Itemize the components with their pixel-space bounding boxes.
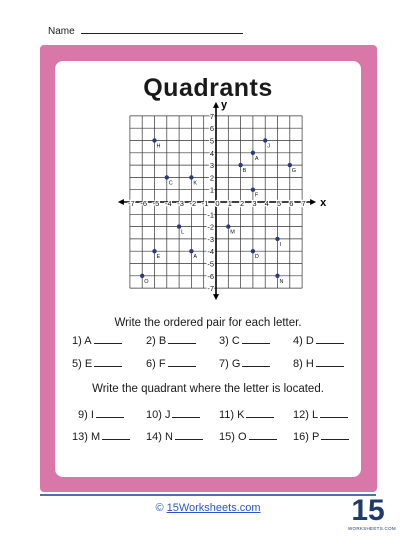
x-tick-label: -3: [177, 199, 184, 208]
instruction-ordered-pair: Write the ordered pair for each letter.: [114, 317, 302, 329]
y-tick-label: -6: [207, 271, 214, 281]
point-label: G: [291, 168, 297, 175]
x-tick-label: 4: [264, 199, 269, 208]
question-label: 3) C: [219, 335, 240, 347]
question-15[interactable]: [219, 431, 277, 443]
x-axis-arrow-left: [118, 199, 124, 205]
point-label: D: [254, 254, 259, 261]
answer-blank[interactable]: [94, 335, 122, 344]
question-label: 15) O: [219, 431, 247, 443]
question-label: 10) J: [146, 409, 171, 421]
answer-blank[interactable]: [321, 431, 349, 440]
coordinate-grid: [115, 100, 335, 300]
point-label: I: [279, 241, 282, 248]
question-6[interactable]: [146, 358, 196, 370]
point-label: A: [193, 254, 198, 261]
question-1[interactable]: [72, 335, 122, 347]
question-label: 7) G: [219, 358, 241, 370]
x-tick-label: -7: [128, 199, 135, 208]
y-tick-label: -7: [207, 284, 214, 294]
question-11[interactable]: [219, 409, 274, 421]
answer-blank[interactable]: [96, 409, 124, 418]
plot-point: [251, 151, 255, 155]
name-field[interactable]: [48, 24, 243, 37]
question-16[interactable]: [293, 431, 349, 443]
x-tick-label: -6: [140, 199, 148, 208]
question-label: 2) B: [146, 335, 167, 347]
answer-blank[interactable]: [175, 431, 203, 440]
question-2[interactable]: [146, 335, 196, 347]
point-label: J: [267, 143, 270, 150]
question-label: 9) I: [78, 409, 94, 421]
plot-point: [275, 274, 279, 278]
question-3[interactable]: [219, 335, 270, 347]
y-tick-label: -5: [207, 259, 214, 269]
instruction-quadrant: Write the quadrant where the letter is located.: [92, 383, 324, 395]
plot-point: [152, 138, 156, 142]
y-axis-arrow-up: [213, 102, 219, 108]
question-label: 4) D: [293, 335, 314, 347]
question-label: 8) H: [293, 358, 314, 370]
y-tick-label: -3: [207, 234, 214, 244]
answer-blank[interactable]: [168, 358, 196, 367]
site-logo: [348, 494, 396, 534]
plot-point: [165, 175, 169, 179]
point-label: B: [242, 168, 247, 175]
question-label: 12) L: [293, 409, 319, 421]
point-label: O: [144, 278, 149, 285]
plot-point: [189, 175, 193, 179]
question-label: 1) A: [72, 335, 92, 347]
plot-point: [177, 224, 181, 228]
x-tick-label: -5: [152, 199, 160, 208]
plot-point: [251, 188, 255, 192]
y-tick-label: 7: [209, 111, 214, 121]
x-tick-label: 3: [252, 199, 257, 208]
plot-point: [226, 224, 230, 228]
page-title: Quadrants: [143, 74, 273, 102]
answer-blank[interactable]: [316, 358, 344, 367]
answer-blank[interactable]: [246, 409, 274, 418]
y-tick-label: 5: [209, 136, 214, 146]
plot-point: [275, 237, 279, 241]
point-label: E: [156, 254, 161, 261]
y-tick-label: 6: [209, 124, 214, 134]
question-10[interactable]: [146, 409, 200, 421]
y-tick-label: 3: [209, 161, 214, 171]
x-tick-label: -4: [164, 199, 172, 208]
point-label: K: [193, 180, 198, 187]
x-tick-label: 1: [227, 199, 232, 208]
answer-blank[interactable]: [320, 409, 348, 418]
logo-number: 15: [351, 494, 385, 527]
question-label: 6) F: [146, 358, 166, 370]
y-tick-label: 1: [209, 185, 214, 195]
answer-blank[interactable]: [172, 409, 200, 418]
x-tick-label: 2: [240, 199, 245, 208]
x-tick-label: -1: [201, 199, 209, 208]
answer-blank[interactable]: [102, 431, 130, 440]
y-tick-label: 2: [209, 173, 214, 183]
plot-point: [263, 138, 267, 142]
x-tick-label: 7: [301, 199, 306, 208]
question-14[interactable]: [146, 431, 203, 443]
question-13[interactable]: [72, 431, 130, 443]
name-blank[interactable]: [81, 24, 243, 34]
question-label: 14) N: [146, 431, 173, 443]
plot-point: [189, 249, 193, 253]
site-link[interactable]: 15Worksheets.com: [166, 502, 261, 514]
answer-blank[interactable]: [94, 358, 122, 367]
plot-point: [140, 274, 144, 278]
x-tick-label: 6: [289, 199, 294, 208]
x-tick-label: 0: [215, 199, 220, 208]
point-label: A: [254, 155, 259, 162]
plot-point: [152, 249, 156, 253]
x-axis-arrow-right: [310, 199, 316, 205]
point-label: C: [168, 180, 173, 187]
y-tick-label: 4: [209, 148, 214, 158]
answer-blank[interactable]: [316, 335, 344, 344]
question-label: 16) P: [293, 431, 320, 443]
question-9[interactable]: [78, 409, 124, 421]
plot-point: [288, 163, 292, 167]
point-label: L: [181, 229, 185, 236]
question-7[interactable]: [219, 358, 270, 370]
question-5[interactable]: [72, 358, 122, 370]
answer-blank[interactable]: [242, 335, 270, 344]
footer-divider: [40, 494, 376, 496]
point-label: N: [279, 278, 284, 285]
point-label: F: [254, 192, 259, 199]
plot-point: [251, 249, 255, 253]
answer-blank[interactable]: [168, 335, 196, 344]
question-8[interactable]: [293, 358, 344, 370]
x-tick-label: 5: [276, 199, 282, 208]
copyright-symbol: ©: [155, 502, 164, 514]
answer-blank[interactable]: [249, 431, 277, 440]
question-label: 5) E: [72, 358, 93, 370]
name-label: Name: [48, 26, 75, 37]
y-tick-label: -1: [207, 210, 214, 220]
logo-text: WORKSHEETS.COM: [348, 526, 396, 531]
x-tick-label: -2: [189, 199, 197, 208]
point-label: H: [156, 143, 161, 150]
x-axis-label: x: [320, 197, 327, 209]
y-tick-label: -2: [207, 222, 214, 232]
point-label: M: [230, 229, 235, 236]
y-tick-label: -4: [207, 247, 214, 257]
question-4[interactable]: [293, 335, 344, 347]
question-12[interactable]: [293, 409, 348, 421]
question-label: 11) K: [219, 409, 245, 421]
question-label: 13) M: [72, 431, 101, 443]
plot-point: [238, 163, 242, 167]
answer-blank[interactable]: [242, 358, 270, 367]
y-axis-arrow-down: [213, 294, 219, 300]
y-axis-label: y: [221, 100, 228, 111]
